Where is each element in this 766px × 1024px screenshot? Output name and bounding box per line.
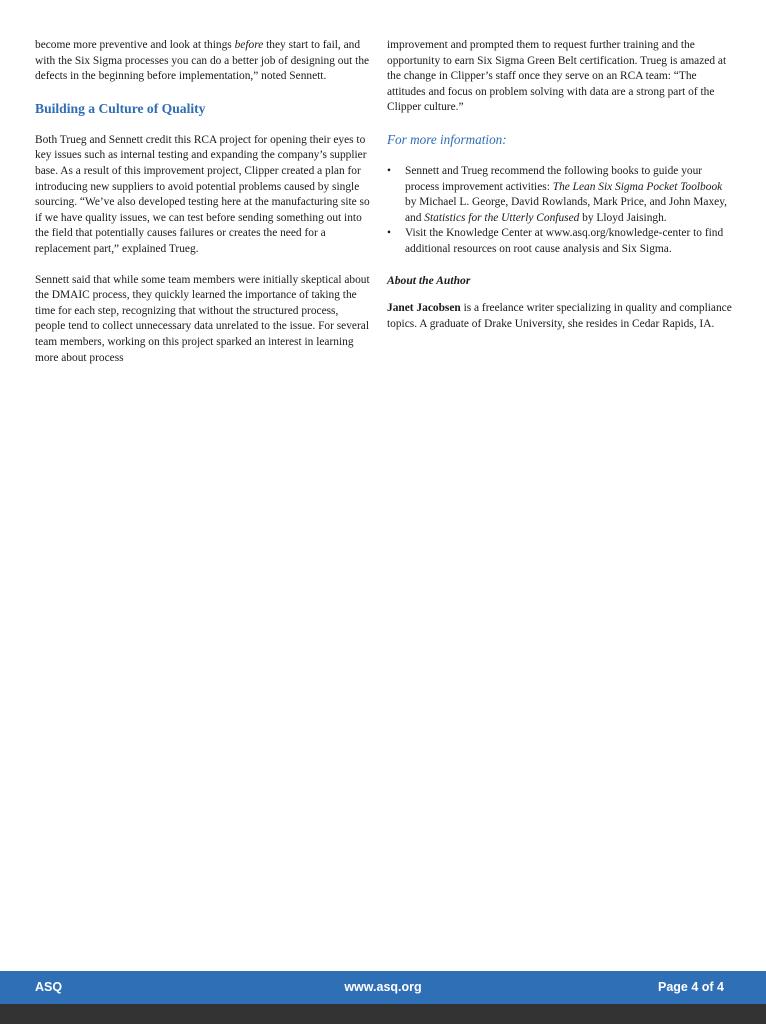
resources-list	[387, 164, 735, 258]
section-heading-culture: Building a Culture of Quality	[35, 100, 206, 116]
footer-org-name: ASQ	[35, 980, 63, 994]
text-segment: Visit the Knowledge Center at www.asq.org/knowledge-center to find additional resources on root cause analysis and Six Sigma.	[405, 227, 724, 255]
text-segment: by Lloyd Jaisingh.	[579, 211, 667, 224]
about-author-heading: About the Author	[387, 273, 471, 287]
bullet-icon: •	[387, 164, 391, 177]
author-name: Janet Jacobsen	[387, 302, 461, 315]
right-column	[387, 38, 735, 347]
book-title: The Lean Six Sigma Pocket Toolbook	[552, 180, 723, 193]
left-paragraph-3: Sennett said that while some team members were initially skeptical about the DMAIC process, they quickly learned the importance of taking the time for each step, recognizing that without the structured process, people tend to collect unnecessary data unrelated to the issue. For several team members, working on this project sparked an interest in learning more about process	[35, 273, 370, 364]
text-segment: they start to fail, and with the Six Sigma processes you can do a better job of designing out the defects in the beginning before implementation,” noted Sennett.	[35, 39, 370, 83]
footer-page-number: Page 4 of 4	[658, 980, 724, 994]
page-footer	[0, 971, 766, 1004]
text-segment: Sennett and Trueg recommend the following books to guide your process improvement activities:	[405, 164, 703, 193]
footer-website-link[interactable]: www.asq.org	[344, 980, 422, 994]
author-bio	[387, 301, 735, 332]
more-info-heading: For more information:	[387, 131, 507, 147]
left-column	[35, 38, 371, 381]
bullet-icon: •	[387, 227, 391, 240]
text-segment: become more preventive and look at things	[35, 39, 235, 51]
bottom-band	[0, 1004, 766, 1024]
list-item	[387, 164, 735, 226]
text-segment: by Michael L. George, David Rowlands, Mark Price, and John Maxey, and	[405, 196, 728, 224]
left-paragraph-2: Both Trueg and Sennett credit this RCA project for opening their eyes to key issues such as internal testing and expanding the company’s supplier base. As a result of this improvement project, Clipper created a plan for introducing new suppliers to avoid potential problems caused by single sourcing. “We’ve also developed testing here at the manufacturing site so if we have quality issues, we can test before sending something out into the field that potentially causes failures or creates the need for a replacement part,” explained Trueg.	[35, 133, 370, 255]
list-item	[387, 226, 735, 257]
book-title: Statistics for the Utterly Confused	[424, 211, 580, 224]
left-paragraph-1	[35, 38, 371, 85]
text-segment: is a freelance writer specializing in quality and compliance topics. A graduate of Drake University, she resides in Cedar Rapids, IA.	[387, 302, 732, 330]
emphasis-text: before	[234, 39, 264, 51]
right-paragraph-1: improvement and prompted them to request further training and the opportunity to earn Six Sigma Green Belt certification. Trueg is amazed at the change in Clipper’s staff once they serve on an RCA team: “The attitudes and focus on problem solving with data are a strong part of the Clipper culture.”	[387, 39, 727, 114]
